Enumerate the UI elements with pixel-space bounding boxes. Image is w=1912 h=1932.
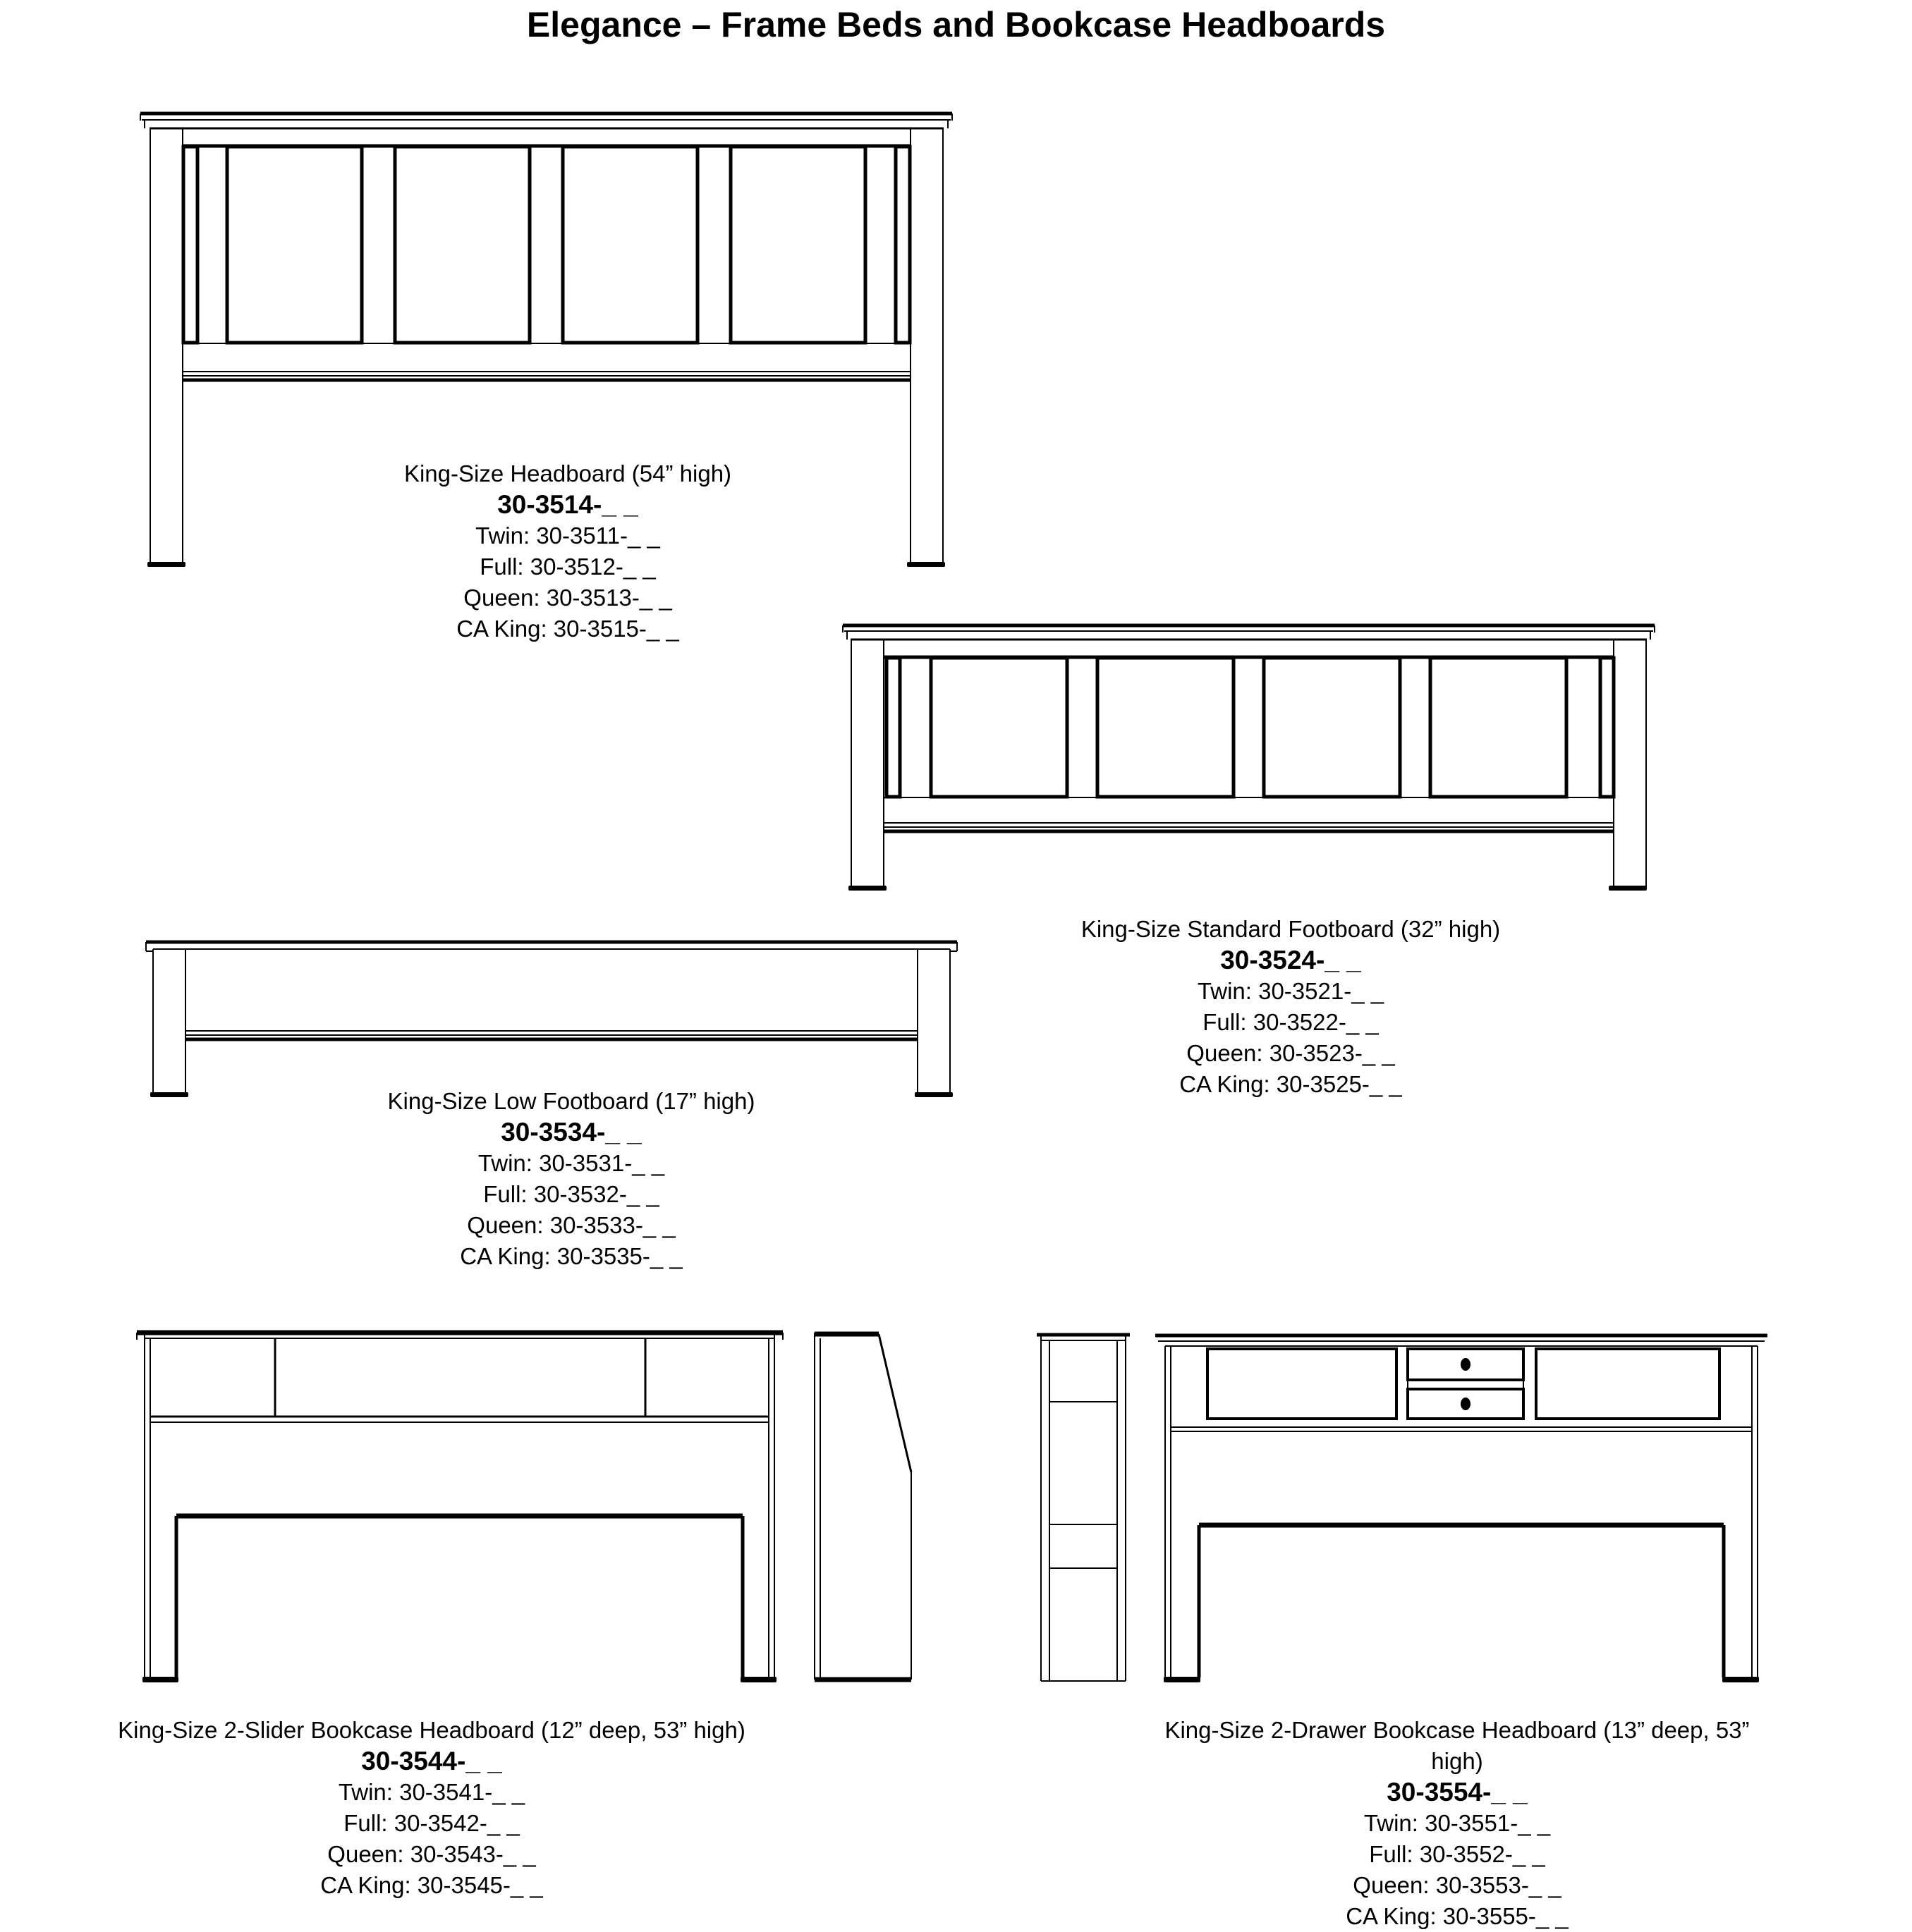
product-size-full: Full: 30-3532-_ _ xyxy=(483,1181,659,1207)
product-code: 30-3544-_ _ xyxy=(361,1747,502,1775)
product-size-full: Full: 30-3512-_ _ xyxy=(480,554,656,580)
product-size-twin: Twin: 30-3541-_ _ xyxy=(338,1779,525,1805)
product-label: King-Size 2-Slider Bookcase Headboard (12” deep, 53” high) xyxy=(118,1717,745,1743)
drawer-knob xyxy=(1461,1358,1470,1371)
page-title: Elegance – Frame Beds and Bookcase Headboards xyxy=(526,5,1386,44)
low-footboard-drawing xyxy=(146,942,957,1097)
caption-standard-footboard xyxy=(973,914,1608,1100)
drawer-knob xyxy=(1461,1398,1470,1410)
caption-drawer-bookcase-headboard xyxy=(1140,1715,1774,1932)
product-size-caking: CA King: 30-3525-_ _ xyxy=(1179,1071,1402,1097)
product-size-full: Full: 30-3522-_ _ xyxy=(1202,1009,1379,1035)
product-label: King-Size Headboard (54” high) xyxy=(403,460,732,487)
product-size-queen: Queen: 30-3523-_ _ xyxy=(1186,1040,1395,1066)
product-label: King-Size Low Footboard (17” high) xyxy=(387,1088,755,1114)
standard-footboard-drawing xyxy=(843,625,1655,891)
product-size-caking: CA King: 30-3545-_ _ xyxy=(320,1872,543,1898)
product-size-queen: Queen: 30-3513-_ _ xyxy=(463,585,672,611)
product-size-caking: CA King: 30-3555-_ _ xyxy=(1346,1903,1569,1929)
caption-king-headboard xyxy=(250,458,885,644)
product-code: 30-3554-_ _ xyxy=(1387,1778,1528,1806)
product-size-twin: Twin: 30-3531-_ _ xyxy=(477,1150,665,1176)
product-code: 30-3534-_ _ xyxy=(501,1118,642,1147)
product-size-full: Full: 30-3552-_ _ xyxy=(1369,1841,1545,1867)
product-label: King-Size Standard Footboard (32” high) xyxy=(1080,916,1501,942)
product-size-twin: Twin: 30-3521-_ _ xyxy=(1197,978,1384,1004)
product-size-twin: Twin: 30-3551-_ _ xyxy=(1363,1810,1551,1836)
product-size-caking: CA King: 30-3515-_ _ xyxy=(456,616,679,642)
product-size-full: Full: 30-3542-_ _ xyxy=(343,1810,520,1836)
caption-low-footboard xyxy=(254,1086,889,1272)
caption-slider-bookcase-headboard xyxy=(114,1715,749,1901)
product-size-queen: Queen: 30-3553-_ _ xyxy=(1353,1872,1561,1898)
product-code: 30-3524-_ _ xyxy=(1220,946,1361,974)
product-label: King-Size 2-Drawer Bookcase Headboard (13” deep, 53” high) xyxy=(1164,1717,1750,1774)
product-code: 30-3514-_ _ xyxy=(497,490,638,519)
slider-bookcase-headboard-drawing xyxy=(137,1333,911,1682)
product-size-caking: CA King: 30-3535-_ _ xyxy=(460,1243,683,1269)
product-size-twin: Twin: 30-3511-_ _ xyxy=(475,522,660,549)
product-size-queen: Queen: 30-3543-_ _ xyxy=(327,1841,536,1867)
drawer-bookcase-headboard-drawing xyxy=(1037,1335,1767,1682)
product-size-queen: Queen: 30-3533-_ _ xyxy=(467,1212,676,1238)
